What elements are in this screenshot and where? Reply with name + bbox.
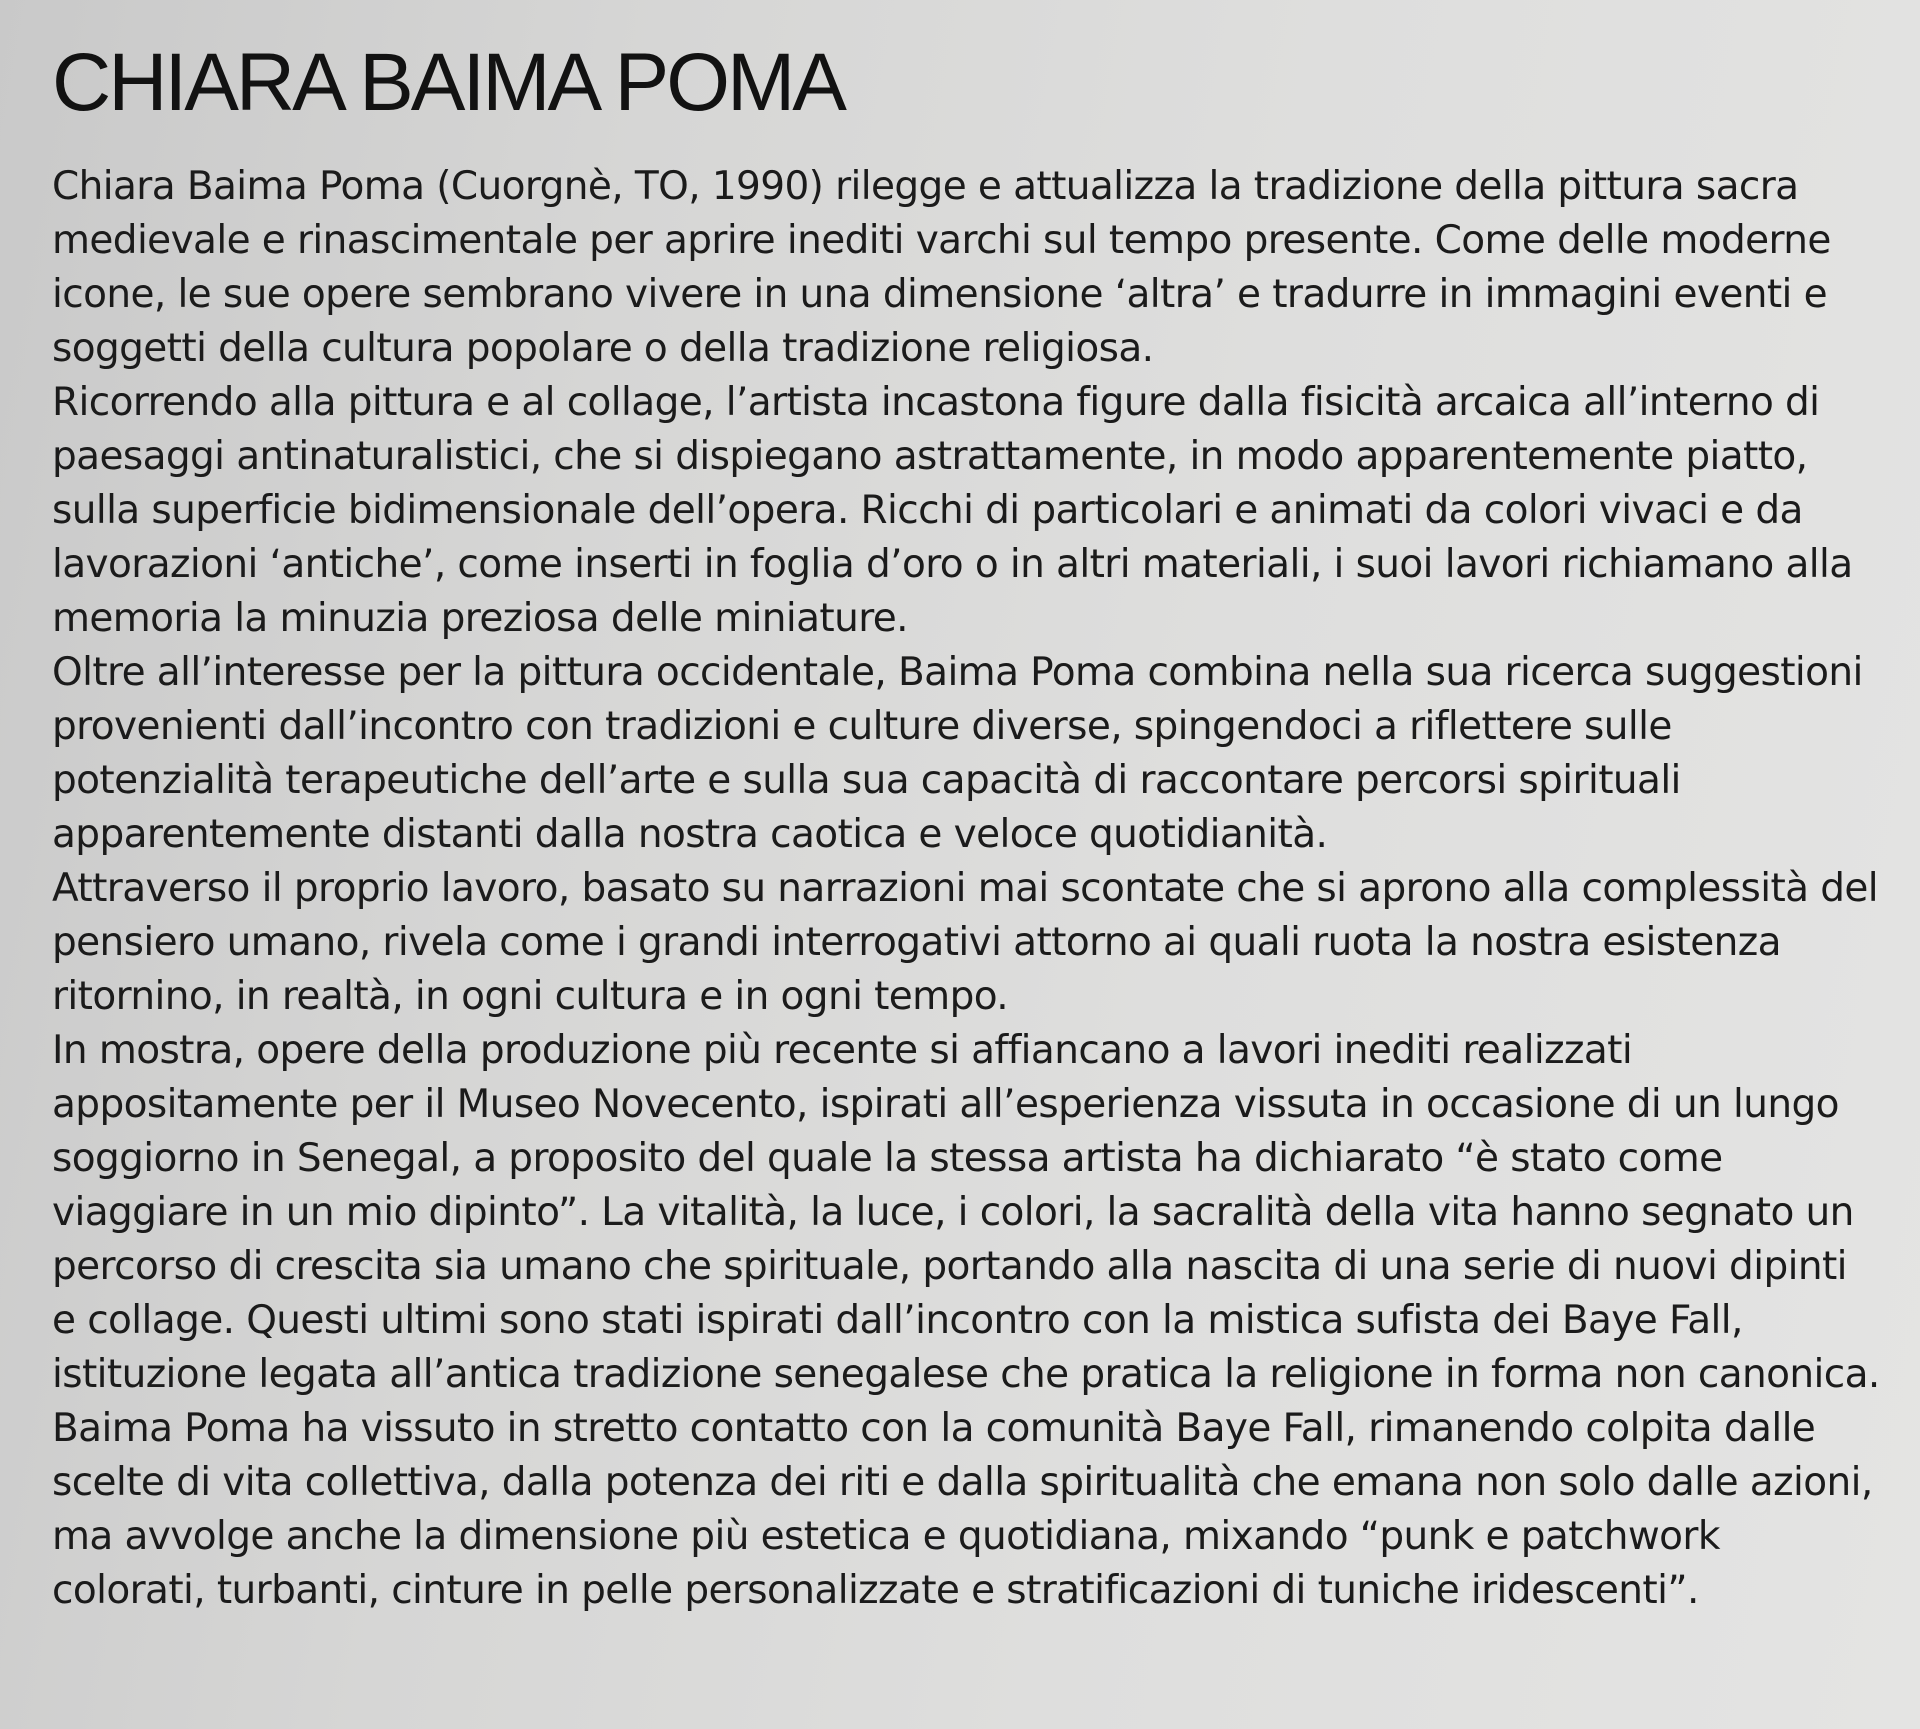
- paragraph: Chiara Baima Poma (Cuorgnè, TO, 1990) rilegge e attualizza la tradizione della pittura sacra medievale e rinascimentale per aprire inediti varchi sul tempo presente. Come delle moderne icone, le sue opere sembrano vivere in una dimensione ‘altra’ e tradurre in immagini eventi e soggetti della cultura popolare o della tradizione religiosa.: [52, 164, 1831, 372]
- paragraph: Ricorrendo alla pittura e al collage, l’artista incastona figure dalla fisicità arcaica all’interno di paesaggi antinaturalistici, che si dispiegano astrattamente, in modo apparentemente piatto, sulla superficie bidimensionale dell’opera. Ricchi di particolari e animati da colori vivaci e da lavorazioni ‘antiche’, come inserti in foglia d’oro o in altri materiali, i suoi lavori richiamano alla memoria la minuzia preziosa delle miniature.: [52, 380, 1853, 642]
- paragraph: In mostra, opere della produzione più recente si affiancano a lavori inediti realizzati appositamente per il Museo Novecento, ispirati all’esperienza vissuta in occasione di un lungo soggiorno in Senegal, a proposito del quale la stessa artista ha dichiarato “è stato come viaggiare in un mio dipinto”. La vitalità, la luce, i colori, la sacralità della vita hanno segnato un percorso di crescita sia umano che spirituale, portando alla nascita di una serie di nuovi dipinti e collage. Questi ultimi sono stati ispirati dall’incontro con la mistica sufista dei Baye Fall, istituzione legata all’antica tradizione senegalese che pratica la religione in forma non canonica. Baima Poma ha vissuto in stretto contatto con la comunità Baye Fall, rimanendo colpita dalle scelte di vita collettiva, dalla potenza dei riti e dalla spiritualità che emana non solo dalle azioni, ma avvolge anche la dimensione più estetica e quotidiana, mixando “punk e patchwork colorati, turbanti, cinture in pelle personalizzate e stratificazioni di tuniche iridescenti”.: [52, 1028, 1880, 1614]
- paragraph: Oltre all’interesse per la pittura occidentale, Baima Poma combina nella sua ricerca suggestioni provenienti dall’incontro con tradizioni e culture diverse, spingendoci a riflettere sulle potenzialità terapeutiche dell’arte e sulla sua capacità di raccontare percorsi spirituali apparentemente distanti dalla nostra caotica e veloce quotidianità.: [52, 650, 1863, 858]
- biography-text: [52, 160, 1882, 1618]
- artist-title: CHIARA BAIMA POMA: [52, 37, 844, 128]
- paragraph: Attraverso il proprio lavoro, basato su narrazioni mai scontate che si aprono alla complessità del pensiero umano, rivela come i grandi interrogativi attorno ai quali ruota la nostra esistenza ritornino, in realtà, in ogni cultura e in ogni tempo.: [52, 866, 1879, 1020]
- wall-text-panel: [52, 37, 1882, 1618]
